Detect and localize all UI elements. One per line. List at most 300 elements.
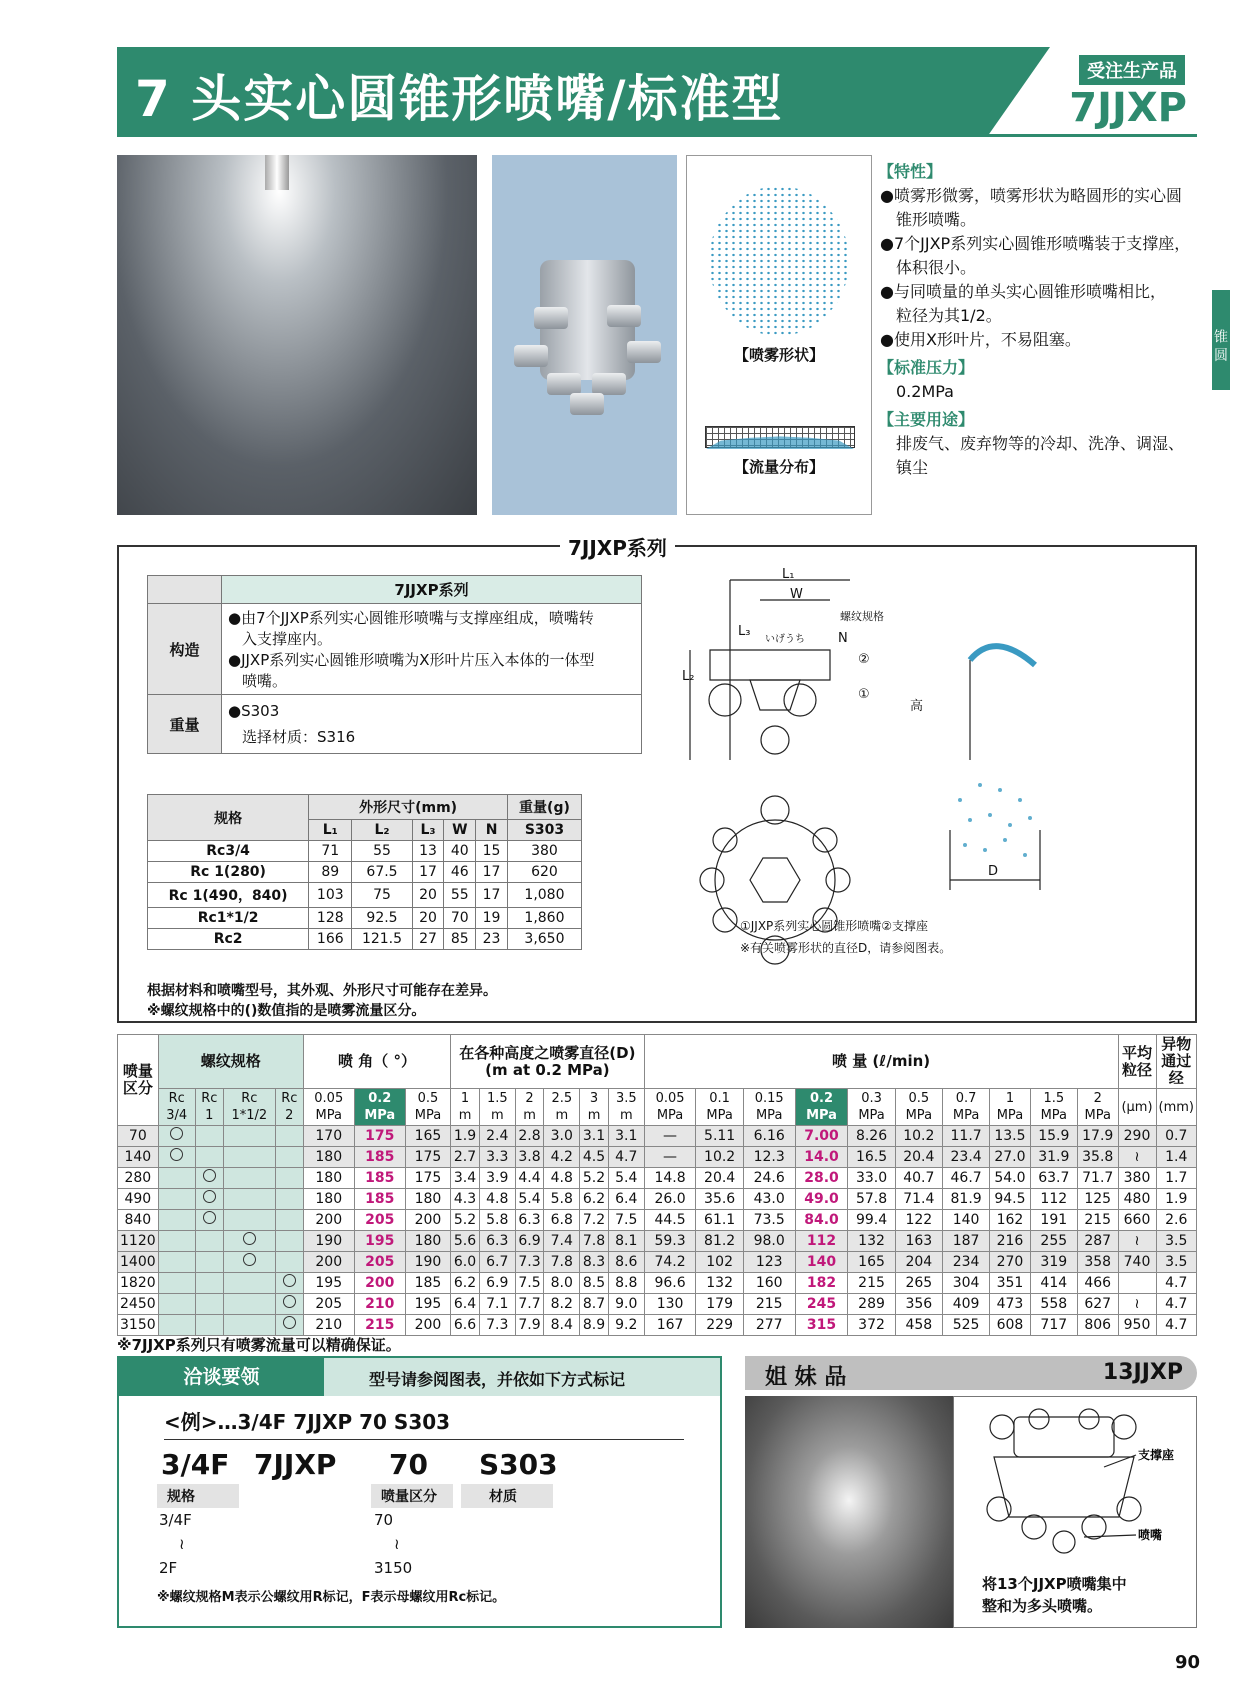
thread-cell xyxy=(275,1315,303,1336)
value-cell: 170 xyxy=(303,1126,354,1147)
value-cell: 5.6 xyxy=(451,1231,480,1252)
value-cell: 229 xyxy=(696,1315,743,1336)
value-cell: 558 xyxy=(1030,1294,1077,1315)
value-cell: 16.5 xyxy=(848,1147,895,1168)
dim-cell: 121.5 xyxy=(352,929,412,950)
value-cell: 204 xyxy=(895,1252,942,1273)
sub-header-cell: 1 m xyxy=(451,1089,480,1126)
table-row xyxy=(118,1210,1197,1231)
flow-code: 490 xyxy=(118,1189,159,1210)
value-cell: 81.9 xyxy=(942,1189,989,1210)
value-cell: 3.0 xyxy=(544,1126,580,1147)
dim-row xyxy=(148,908,582,929)
value-cell: 525 xyxy=(942,1315,989,1336)
col-flow: 喷 量 (ℓ/min) xyxy=(644,1035,1118,1089)
struct-line: ●由7个JJXP系列实心圆锥形喷嘴与支撑座组成，喷嘴转 xyxy=(228,609,594,627)
value-cell: 409 xyxy=(942,1294,989,1315)
thread-cell xyxy=(223,1210,275,1231)
value-cell: 40.7 xyxy=(895,1168,942,1189)
value-cell: 73.5 xyxy=(743,1210,795,1231)
value-cell: 8.7 xyxy=(580,1294,609,1315)
value-cell: 10.2 xyxy=(696,1147,743,1168)
thread-cell xyxy=(195,1147,223,1168)
value-cell: 3.4 xyxy=(451,1168,480,1189)
value-cell: 8.5 xyxy=(580,1273,609,1294)
sub-header-cell: Rc 1*1/2 xyxy=(223,1089,275,1126)
value-cell: 3.3 xyxy=(479,1147,515,1168)
value-cell: 167 xyxy=(644,1315,696,1336)
value-cell: 8.26 xyxy=(848,1126,895,1147)
thread-cell xyxy=(223,1126,275,1147)
order-label-material: 材质 xyxy=(461,1484,553,1508)
thread-cell xyxy=(158,1252,195,1273)
dim-row xyxy=(148,883,582,908)
dimension-table xyxy=(147,794,582,950)
circle-mark-icon xyxy=(203,1190,216,1203)
dim-row xyxy=(148,841,582,862)
value-cell: 1.4 xyxy=(1156,1147,1196,1168)
thread-cell xyxy=(195,1231,223,1252)
value-cell: 57.8 xyxy=(848,1189,895,1210)
value-cell: 130 xyxy=(644,1294,696,1315)
thread-cell xyxy=(158,1189,195,1210)
struct-label: 构造 xyxy=(148,604,222,695)
flow-code: 3150 xyxy=(118,1315,159,1336)
sub-header-cell: Rc 1 xyxy=(195,1089,223,1126)
sub-header-cell: 0.2 MPa xyxy=(354,1089,405,1126)
circle-mark-icon xyxy=(203,1211,216,1224)
value-cell: 6.3 xyxy=(479,1231,515,1252)
flow-code: 1400 xyxy=(118,1252,159,1273)
sister-desc: 整和为多头喷嘴。 xyxy=(982,1597,1103,1615)
value-cell: 132 xyxy=(848,1231,895,1252)
value-cell: 608 xyxy=(990,1315,1030,1336)
value-cell: 20.4 xyxy=(895,1147,942,1168)
value-cell: 112 xyxy=(1030,1189,1077,1210)
circle-mark-icon xyxy=(203,1169,216,1182)
sub-header-cell: Rc 3/4 xyxy=(158,1089,195,1126)
thread-cell xyxy=(223,1252,275,1273)
spray-pattern-figure xyxy=(686,155,872,515)
uses-heading: 【主要用途】 xyxy=(878,410,975,429)
drawing-label: ① xyxy=(858,687,870,702)
value-cell: 14.8 xyxy=(644,1168,696,1189)
thread-cell xyxy=(195,1252,223,1273)
value-cell: 185 xyxy=(354,1168,405,1189)
value-cell: 132 xyxy=(696,1273,743,1294)
dim-cell: 17 xyxy=(412,862,444,883)
value-cell: 270 xyxy=(990,1252,1030,1273)
value-cell: 4.4 xyxy=(515,1168,544,1189)
value-cell: 26.0 xyxy=(644,1189,696,1210)
value-cell: 13.5 xyxy=(990,1126,1030,1147)
thread-cell xyxy=(158,1315,195,1336)
value-cell: 14.0 xyxy=(795,1147,848,1168)
thread-cell xyxy=(275,1126,303,1147)
material-label: 重量 xyxy=(148,695,222,754)
value-cell: 210 xyxy=(303,1315,354,1336)
value-cell: 5.8 xyxy=(544,1189,580,1210)
circle-mark-icon xyxy=(283,1295,296,1308)
value-cell: 215 xyxy=(743,1294,795,1315)
thread-cell xyxy=(195,1189,223,1210)
value-cell: 4.5 xyxy=(580,1147,609,1168)
table-row xyxy=(118,1231,1197,1252)
dim-head-spec: 规格 xyxy=(148,795,309,841)
thread-cell xyxy=(275,1147,303,1168)
spec-table xyxy=(147,575,642,754)
side-tab: 锥 圆 xyxy=(1212,290,1230,390)
value-cell: 1.9 xyxy=(451,1126,480,1147)
sister-drawing xyxy=(953,1396,1197,1628)
value-cell: 195 xyxy=(354,1231,405,1252)
dim-spec-cell: Rc1*1/2 xyxy=(148,908,309,929)
struct-line: ●JJXP系列实心圆锥形喷嘴为X形叶片压入本体的一体型 xyxy=(228,651,595,669)
value-cell: 122 xyxy=(895,1210,942,1231)
order-label-size: 规格 xyxy=(157,1484,239,1508)
dim-cell: 92.5 xyxy=(352,908,412,929)
value-cell: 216 xyxy=(990,1231,1030,1252)
value-cell: 290 xyxy=(1118,1126,1156,1147)
value-cell: 160 xyxy=(743,1273,795,1294)
dim-cell: 1,860 xyxy=(507,908,581,929)
value-cell: 3.5 xyxy=(1156,1252,1196,1273)
ordering-sub: 型号请参阅图表，并依如下方式标记 xyxy=(369,1370,626,1389)
sister-photo xyxy=(745,1396,953,1628)
value-cell: 6.16 xyxy=(743,1126,795,1147)
drawing-label: L₂ xyxy=(682,669,695,684)
table-row xyxy=(118,1273,1197,1294)
sub-header-cell: 2 MPa xyxy=(1077,1089,1118,1126)
value-cell: 717 xyxy=(1030,1315,1077,1336)
order-part-size: 3/4F xyxy=(161,1448,230,1481)
value-cell: 12.3 xyxy=(743,1147,795,1168)
value-cell: 466 xyxy=(1077,1273,1118,1294)
value-cell: 205 xyxy=(303,1294,354,1315)
value-cell: — xyxy=(644,1126,696,1147)
value-cell: 414 xyxy=(1030,1273,1077,1294)
value-cell: 185 xyxy=(354,1147,405,1168)
value-cell: 1.7 xyxy=(1156,1168,1196,1189)
value-cell: 205 xyxy=(354,1252,405,1273)
drawing-label: 高 xyxy=(910,699,924,714)
dim-cell: 20 xyxy=(412,883,444,908)
ordering-box xyxy=(117,1356,722,1628)
dim-note: 根据材料和喷嘴型号，其外观、外形尺寸可能存在差异。 xyxy=(147,983,497,999)
value-cell: 210 xyxy=(354,1294,405,1315)
value-cell: 289 xyxy=(848,1294,895,1315)
value-cell: 180 xyxy=(303,1147,354,1168)
dim-cell: 20 xyxy=(412,908,444,929)
value-cell: 140 xyxy=(795,1252,848,1273)
sub-header-cell: 0.05 MPa xyxy=(303,1089,354,1126)
value-cell: 49.0 xyxy=(795,1189,848,1210)
flow-code: 1820 xyxy=(118,1273,159,1294)
value-cell: 5.2 xyxy=(580,1168,609,1189)
col-code: 喷量区分 xyxy=(118,1035,159,1126)
page-title: 7 头实心圆锥形喷嘴/标准型 xyxy=(135,70,784,128)
circle-mark-icon xyxy=(170,1127,183,1140)
value-cell: 20.4 xyxy=(696,1168,743,1189)
drawing-label: N xyxy=(838,631,848,646)
value-cell: 98.0 xyxy=(743,1231,795,1252)
table-row xyxy=(118,1168,1197,1189)
dim-cell: 1,080 xyxy=(507,883,581,908)
value-cell: 6.4 xyxy=(608,1189,644,1210)
drawing-label: D xyxy=(988,864,999,879)
spray-shape-caption: 【喷雾形状】 xyxy=(733,346,824,364)
circle-mark-icon xyxy=(243,1253,256,1266)
table-row xyxy=(118,1294,1197,1315)
value-cell: 6.3 xyxy=(515,1210,544,1231)
circle-mark-icon xyxy=(170,1148,183,1161)
uses-line: 排废气、废弃物等的冷却、洗净、调湿、 xyxy=(896,434,1185,453)
page-header xyxy=(117,47,1197,137)
thread-cell xyxy=(223,1273,275,1294)
value-cell: 33.0 xyxy=(848,1168,895,1189)
dim-spec-cell: Rc 1(280) xyxy=(148,862,309,883)
flow-code: 280 xyxy=(118,1168,159,1189)
value-cell: 44.5 xyxy=(644,1210,696,1231)
value-cell: 7.1 xyxy=(479,1294,515,1315)
value-cell: 7.7 xyxy=(515,1294,544,1315)
feature-line: ●与同喷量的单头实心圆锥形喷嘴相比， xyxy=(880,282,1166,301)
dim-cell: 71 xyxy=(309,841,352,862)
made-to-order-badge: 受注生产品 xyxy=(1079,55,1185,85)
value-cell: 380 xyxy=(1118,1168,1156,1189)
thread-cell xyxy=(275,1189,303,1210)
drawing-label: W xyxy=(790,587,803,602)
thread-cell xyxy=(223,1315,275,1336)
feature-line: 锥形喷嘴。 xyxy=(896,210,977,229)
circle-mark-icon xyxy=(283,1274,296,1287)
dim-col: L₂ xyxy=(352,820,412,841)
value-cell: 0.7 xyxy=(1156,1126,1196,1147)
value-cell: 180 xyxy=(303,1189,354,1210)
value-cell: 200 xyxy=(405,1210,450,1231)
sub-header-cell: 1.5 m xyxy=(479,1089,515,1126)
thread-cell xyxy=(275,1294,303,1315)
value-cell: 740 xyxy=(1118,1252,1156,1273)
value-cell: 180 xyxy=(303,1168,354,1189)
sub-header-cell: (mm) xyxy=(1156,1089,1196,1126)
thread-cell xyxy=(195,1126,223,1147)
value-cell: 179 xyxy=(696,1294,743,1315)
value-cell: 356 xyxy=(895,1294,942,1315)
thread-cell xyxy=(158,1147,195,1168)
thread-cell xyxy=(158,1294,195,1315)
value-cell: 94.5 xyxy=(990,1189,1030,1210)
dim-col: L₃ xyxy=(412,820,444,841)
dim-spec-cell: Rc2 xyxy=(148,929,309,950)
flow-code: 1120 xyxy=(118,1231,159,1252)
value-cell: 265 xyxy=(895,1273,942,1294)
value-cell: 3.1 xyxy=(608,1126,644,1147)
dim-cell: 166 xyxy=(309,929,352,950)
value-cell: 8.1 xyxy=(608,1231,644,1252)
sub-header-cell: 2 m xyxy=(515,1089,544,1126)
flow-distribution-graphic xyxy=(705,426,855,448)
value-cell: 185 xyxy=(405,1273,450,1294)
uses-line: 镇尘 xyxy=(896,458,929,477)
dim-spec-cell: Rc 1(490，840) xyxy=(148,883,309,908)
ordering-heading: 洽谈要领 xyxy=(119,1358,324,1396)
value-cell: 17.9 xyxy=(1077,1126,1118,1147)
value-cell: 6.0 xyxy=(451,1252,480,1273)
dim-cell: 67.5 xyxy=(352,862,412,883)
value-cell: 627 xyxy=(1077,1294,1118,1315)
sister-label-nozzle: 喷嘴 xyxy=(1138,1528,1163,1542)
value-cell: 102 xyxy=(696,1252,743,1273)
thread-cell xyxy=(195,1210,223,1231)
thread-cell xyxy=(158,1126,195,1147)
value-cell: 125 xyxy=(1077,1189,1118,1210)
col-diam: 在各种高度之喷雾直径(D) xyxy=(459,1043,636,1062)
thread-cell xyxy=(158,1168,195,1189)
value-cell: 59.3 xyxy=(644,1231,696,1252)
dim-cell: 27 xyxy=(412,929,444,950)
thread-cell xyxy=(223,1168,275,1189)
value-cell: 950 xyxy=(1118,1315,1156,1336)
thread-cell xyxy=(275,1231,303,1252)
flow-dist-caption: 【流量分布】 xyxy=(733,458,824,476)
dimension-drawing xyxy=(682,567,1180,970)
value-cell: 123 xyxy=(743,1252,795,1273)
thread-cell xyxy=(223,1189,275,1210)
thread-cell xyxy=(223,1147,275,1168)
order-option: ≀ xyxy=(179,1535,185,1553)
table-row xyxy=(118,1147,1197,1168)
circle-mark-icon xyxy=(243,1232,256,1245)
sub-header-cell: 1 MPa xyxy=(990,1089,1030,1126)
value-cell: 74.2 xyxy=(644,1252,696,1273)
nozzle-photo xyxy=(492,155,677,515)
sub-header-cell: 3.5 m xyxy=(608,1089,644,1126)
value-cell: 190 xyxy=(303,1231,354,1252)
value-cell: 99.4 xyxy=(848,1210,895,1231)
drawing-note: ※有关喷雾形状的直径D，请参阅图表。 xyxy=(740,941,952,955)
feature-line: ●使用X形叶片，不易阻塞。 xyxy=(880,330,1081,349)
value-cell: 180 xyxy=(405,1189,450,1210)
value-cell: 200 xyxy=(354,1273,405,1294)
value-cell: 319 xyxy=(1030,1252,1077,1273)
material-line: ●S303 xyxy=(228,702,280,720)
value-cell: 8.2 xyxy=(544,1294,580,1315)
dim-cell: 15 xyxy=(476,841,508,862)
order-part-series: 7JJXP xyxy=(254,1448,337,1481)
value-cell: 190 xyxy=(405,1252,450,1273)
value-cell: 9.2 xyxy=(608,1315,644,1336)
value-cell: 245 xyxy=(795,1294,848,1315)
value-cell: 358 xyxy=(1077,1252,1118,1273)
value-cell: 163 xyxy=(895,1231,942,1252)
value-cell: 215 xyxy=(1077,1210,1118,1231)
pressure-heading: 【标准压力】 xyxy=(878,358,975,377)
value-cell: 9.0 xyxy=(608,1294,644,1315)
value-cell: 3.9 xyxy=(479,1168,515,1189)
dim-cell: 17 xyxy=(476,883,508,908)
value-cell: 54.0 xyxy=(990,1168,1030,1189)
value-cell: 7.3 xyxy=(479,1315,515,1336)
value-cell: 7.2 xyxy=(580,1210,609,1231)
sub-header-cell: 0.15 MPa xyxy=(743,1089,795,1126)
dim-cell: 620 xyxy=(507,862,581,883)
dim-col: S303 xyxy=(507,820,581,841)
value-cell: 7.4 xyxy=(544,1231,580,1252)
order-label-flow: 喷量区分 xyxy=(371,1484,453,1508)
value-cell: 24.6 xyxy=(743,1168,795,1189)
dim-cell: 40 xyxy=(444,841,476,862)
value-cell: 6.2 xyxy=(580,1189,609,1210)
drawing-label: L₃ xyxy=(738,624,751,639)
value-cell: 215 xyxy=(354,1315,405,1336)
dim-spec-cell: Rc3/4 xyxy=(148,841,309,862)
thread-cell xyxy=(158,1273,195,1294)
value-cell: 480 xyxy=(1118,1189,1156,1210)
value-cell: 6.7 xyxy=(479,1252,515,1273)
value-cell: 35.8 xyxy=(1077,1147,1118,1168)
value-cell: 6.2 xyxy=(451,1273,480,1294)
value-cell: 5.11 xyxy=(696,1126,743,1147)
sister-code: 13JJXP xyxy=(1102,1360,1183,1385)
value-cell: 315 xyxy=(795,1315,848,1336)
value-cell: 458 xyxy=(895,1315,942,1336)
value-cell: 4.7 xyxy=(1156,1273,1196,1294)
value-cell: 5.4 xyxy=(608,1168,644,1189)
col-angle: 喷 角（ °） xyxy=(303,1035,450,1089)
value-cell: 287 xyxy=(1077,1231,1118,1252)
value-cell: 27.0 xyxy=(990,1147,1030,1168)
thread-cell xyxy=(195,1273,223,1294)
thread-cell xyxy=(195,1294,223,1315)
drawing-label: L₁ xyxy=(782,567,795,582)
value-cell: 7.8 xyxy=(580,1231,609,1252)
order-part-flow: 70 xyxy=(389,1448,428,1481)
dim-head-size: 外形尺寸(mm) xyxy=(309,795,508,820)
value-cell: 63.7 xyxy=(1030,1168,1077,1189)
sub-header-cell: 0.3 MPa xyxy=(848,1089,895,1126)
spec-head: 7JJXP系列 xyxy=(222,576,642,604)
value-cell: 15.9 xyxy=(1030,1126,1077,1147)
dim-cell: 3,650 xyxy=(507,929,581,950)
value-cell: 8.6 xyxy=(608,1252,644,1273)
value-cell: 165 xyxy=(848,1252,895,1273)
order-option: 2F xyxy=(159,1559,178,1577)
value-cell: 28.0 xyxy=(795,1168,848,1189)
value-cell: ≀ xyxy=(1118,1231,1156,1252)
value-cell: 23.4 xyxy=(942,1147,989,1168)
value-cell: 195 xyxy=(405,1294,450,1315)
value-cell: 7.8 xyxy=(544,1252,580,1273)
value-cell: 304 xyxy=(942,1273,989,1294)
sub-header-cell: Rc 2 xyxy=(275,1089,303,1126)
value-cell: 8.4 xyxy=(544,1315,580,1336)
value-cell: 165 xyxy=(405,1126,450,1147)
value-cell: 2.8 xyxy=(515,1126,544,1147)
col-thread: 螺纹规格 xyxy=(158,1035,303,1089)
value-cell: — xyxy=(644,1147,696,1168)
value-cell: 46.7 xyxy=(942,1168,989,1189)
series-title: 7JJXP系列 xyxy=(560,532,675,561)
value-cell: 3.8 xyxy=(515,1147,544,1168)
value-cell: 200 xyxy=(405,1315,450,1336)
value-cell: 180 xyxy=(405,1231,450,1252)
dim-col: N xyxy=(476,820,508,841)
sister-desc: 将13个JJXP喷嘴集中 xyxy=(982,1575,1127,1593)
value-cell: 175 xyxy=(405,1168,450,1189)
value-cell: 81.2 xyxy=(696,1231,743,1252)
value-cell: 6.6 xyxy=(451,1315,480,1336)
